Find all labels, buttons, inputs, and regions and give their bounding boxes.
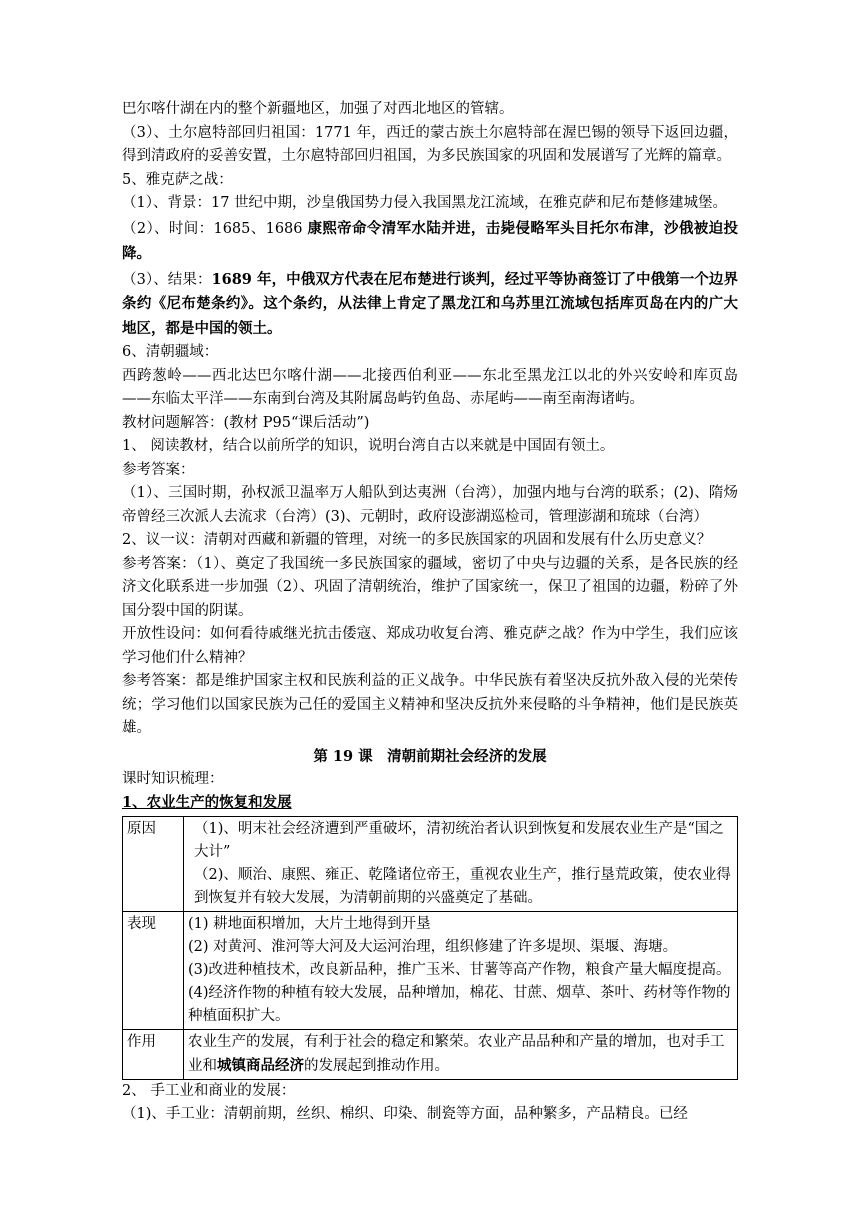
performance-cell [184, 911, 738, 1029]
handicraft-paragraph: （1)、手工业：清朝前期，丝织、棉织、印染、制瓷等方面，品种繁多，产品精良。已经 [122, 1106, 688, 1122]
paragraph-xinjiang: 巴尔喀什湖在内的整个新疆地区，加强了对西北地区的管辖。 [122, 101, 514, 117]
row-label-performance: 表现 [123, 911, 184, 1029]
knowledge-summary-label: 课时知识梳理： [122, 770, 224, 787]
row-label-cause: 原因 [123, 816, 184, 911]
time-label: （2）、时间：1685、1686 [122, 221, 308, 237]
time-bold-text: 康熙帝命令清军水陆并进，击毙侵略军头目托尔布津，沙俄被迫投降。 [122, 220, 738, 262]
handicraft-heading: 2、 手工业和商业的发展： [122, 1082, 296, 1099]
row-label-effect: 作用 [123, 1029, 184, 1079]
cause-2: （2)、顺治、康熙、雍正、乾隆诸位帝王，重视农业生产，推行垦荒政策，使农业得到恢复并有较大发展，为清朝前期的兴盛奠定了基础。 [194, 866, 731, 906]
lesson-title: 第 19 课 清朝前期社会经济的发展 [313, 747, 547, 765]
question-2: 2、议一议：清朝对西藏和新疆的管理，对统一的多民族国家的巩固和发展有什么历史意义？ [122, 532, 712, 548]
heading-territory: 6、清朝疆域： [122, 344, 219, 360]
paragraph-time [122, 217, 738, 266]
agriculture-table [122, 816, 738, 1080]
effect-text-2: 的发展起到推动作用。 [304, 1057, 449, 1074]
document-page [122, 98, 738, 1127]
open-question: 开放性设问：如何看待戚继光抗击倭寇、郑成功收复台湾、雅克萨之战？作为中学生，我们应该学习他们什么精神？ [122, 626, 738, 666]
paragraph-torghut: （3）、土尔扈特部回归祖国：1771 年，西迁的蒙古族土尔扈特部在渥巴锡的领导下返回边疆，得到清政府的妥善安置，土尔扈特部回归祖国，为多民族国家的巩固和发展谱写了光辉的篇章。 [122, 124, 738, 164]
answer-3: 参考答案：都是维护国家主权和民族利益的正义战争。中华民族有着坚决反抗外敌入侵的光荣传统；学习他们以国家民族为己任的爱国主义精神和坚决反抗外来侵略的斗争精神，他们是民族英雄。 [122, 673, 738, 736]
table-row [123, 816, 738, 911]
result-bold-text: 1689 年，中俄双方代表在尼布楚进行谈判，经过平等协商签订了中俄第一个边界条约《尼布楚条约》。这个条约，从法律上肯定了黑龙江和乌苏里江流域包括库页岛在内的广大地区，都是中国的领土。 [122, 270, 738, 337]
paragraph-territory: 西跨葱岭——西北达巴尔喀什湖——北接西伯利亚——东北至黑龙江以北的外兴安岭和库页岛——东临太平洋——东南到台湾及其附属岛屿钓鱼岛、赤尾屿——南至南海诸屿。 [122, 367, 738, 407]
effect-cell [184, 1029, 738, 1079]
effect-text-1: 农业生产的发展，有利于社会的稳定和繁荣。农业产品品种和产量的增加，也对手工业和 [188, 1033, 725, 1074]
paragraph-background: （1）、背景：17 世纪中期，沙皇俄国势力侵入我国黑龙江流域，在雅克萨和尼布楚修建城堡。 [122, 195, 728, 211]
performance-2: (2) 对黄河、淮河等大河及大运河治理，组织修建了许多堤坝、渠堰、海塘。 [188, 938, 678, 955]
agriculture-heading: 1、农业生产的恢复和发展 [122, 794, 292, 811]
cause-cell [184, 816, 738, 911]
heading-yaksa: 5、雅克萨之战： [122, 171, 233, 188]
performance-3: (3)改进种植技术，改良新品种，推广玉米、甘薯等高产作物，粮食产量大幅度提高。(4)经济作物的种植有较大发展，品种增加，棉花、甘蔗、烟草、茶叶、药材等作物的种植面积扩大。 [188, 961, 731, 1024]
performance-1: (1) 耕地面积增加，大片土地得到开垦 [188, 915, 431, 932]
result-label: （3）、结果： [122, 271, 212, 288]
paragraph-result [122, 268, 738, 342]
answer-2: 参考答案：（1）、奠定了我国统一多民族国家的疆域，密切了中央与边疆的关系，是各民族的经济文化联系进一步加强（2）、巩固了清朝统治，维护了国家统一，保卫了祖国的边疆，粉碎了外国分裂中国的阴谋。 [122, 555, 738, 619]
table-row [123, 1029, 738, 1079]
cause-1: （1)、明末社会经济遭到严重破坏，清初统治者认识到恢复和发展农业生产是“国之大计” [194, 820, 724, 860]
textbook-qa-heading: 教材问题解答：(教材 P95“课后活动”) [122, 414, 370, 431]
question-1: 1、 阅读教材，结合以前所学的知识，说明台湾自古以来就是中国固有领土。 [122, 438, 615, 454]
answer-label-1: 参考答案： [122, 461, 195, 478]
answer-1: （1）、三国时期，孙权派卫温率万人船队到达夷洲（台湾），加强内地与台湾的联系；(2)、隋炀帝曾经三次派人去流求（台湾）(3)、元朝时，政府设澎湖巡检司，管理澎湖和琉球（台湾） [122, 485, 738, 525]
effect-bold-text: 城镇商品经济 [217, 1056, 304, 1074]
table-row [123, 911, 738, 1029]
